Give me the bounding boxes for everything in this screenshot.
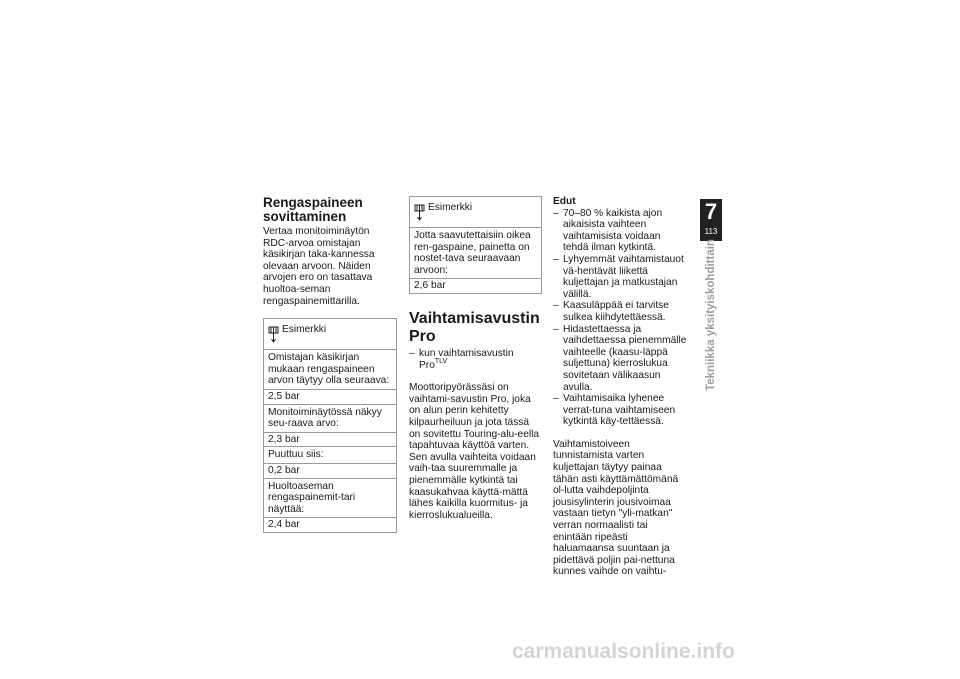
shift-detection-paragraph: Vaihtamistoiveen tunnistamista varten kuljettajan täytyy painaa tähän asti käyttämättömänä ol-lutta vaihdepoljinta jousisylinterin jousivoimaa vastaan tietyn "yli-matkan" verran normaalisti tai enintään ripeästi haluamaansa suuntaan ja pidettävä poljin pai-nettuna kunnes vaihde on vaihtu- [553,438,679,578]
list-item [553,393,687,428]
list-item-text: 70–80 % kaikista ajon aikaisista vaihteen vaihtamisista voidaan tehdä ilman kytkintä. [563,207,663,254]
chapter-side-title [704,239,718,391]
list-item [553,208,687,254]
example-header [264,319,396,350]
list-item [553,300,687,323]
list-item-text: Kaasuläppää ei tarvitse sulkea kiihdytettäessä. [563,300,669,323]
shift-assistant-description: Moottoripyörässäsi on vaihtami-savustin Pro, joka on alun perin kehitetty kilpaurheiluun ja jota tässä on sovitettu Touring-alu-eella tapahtuvaa käyttöä varten. Sen avulla vaihteita voidaan vaih-taa suuremmalle ja pienemmälle kytkintä tai kaasukahvaa käyttä-mättä lähes kaikilla kuormitus- ja kierroslukualueilla. [409,382,540,521]
bullet-dash: – [409,347,415,359]
chapter-tab [700,199,722,241]
example-row: Omistajan käsikirjan mukaan rengaspaineen arvon täytyy olla seuraava: [264,350,396,390]
list-item [553,254,687,300]
list-item-text: Lyhyemmät vaihtamistauot vä-hentävät liikettä kuljettajan ja matkustajan välillä. [563,253,684,300]
bullet-dash: – [553,393,559,405]
example-value: 2,5 bar [264,390,396,405]
section-heading-tire-pressure: Rengaspaineen sovittaminen [263,195,363,224]
column-2 [409,196,542,521]
list-item-text: Hidastettaessa ja vaihdettaessa pienemmälle vaihteelle (kaasu-läppä suljettuna) kierroslukua sovitetaan välikaasun avulla. [563,323,687,393]
bullet-dash: – [553,323,559,335]
tire-gauge-icon [414,204,425,221]
example-row: Puuttuu siis: [264,447,396,464]
column-3 [553,196,687,578]
example-value: 2,4 bar [268,519,300,531]
example-value: 0,2 bar [264,464,396,479]
example-row: Monitoiminäytössä näkyy seu-raava arvo: [264,405,396,433]
example-box-2 [409,196,542,294]
watermark: carmanualsonline.info [512,640,735,663]
tire-gauge-icon [268,326,279,343]
equipment-code: TLV [434,357,448,365]
bullet-dash: – [553,253,559,265]
example-value: 2,6 bar [414,280,446,292]
equipment-note [409,348,542,371]
chapter-number: 7 [704,199,718,224]
list-item-text: Vaihtamisaika lyhenee verrat-tuna vaihtamiseen kytkintä käy-tettäessä. [563,393,676,428]
bullet-dash: – [553,207,559,219]
section-heading-shift-assistant: Vaihtamisavustin Pro [409,309,540,345]
chapter-side-title-text: Tekniikka yksityiskohdittain [705,239,717,391]
example-label: Esimerkki [282,324,327,336]
page-number: 113 [704,227,718,236]
example-header [410,197,541,228]
bullet-dash: – [553,300,559,312]
example-value: 2,3 bar [264,433,396,448]
example-label: Esimerkki [428,202,473,213]
advantages-heading: Edut [553,196,576,207]
example-row: Jotta saavutettaisiin oikea ren-gaspaine, painetta on nostet-tava seuraavaan arvoon: [410,228,541,279]
example-box-1 [263,318,397,533]
column-1 [263,196,397,533]
intro-paragraph: Vertaa monitoiminäytön RDC-arvoa omistajan käsikirjan taka-kannessa olevaan arvoon. Näiden arvojen ero on tasattava huoltoa-seman rengaspainemittarilla. [263,226,375,307]
list-item [553,324,687,394]
example-row: Huoltoaseman rengaspainemit-tari näyttää: [264,479,396,519]
equipment-note-text: kun vaihtamisavustin Pro [419,347,514,371]
